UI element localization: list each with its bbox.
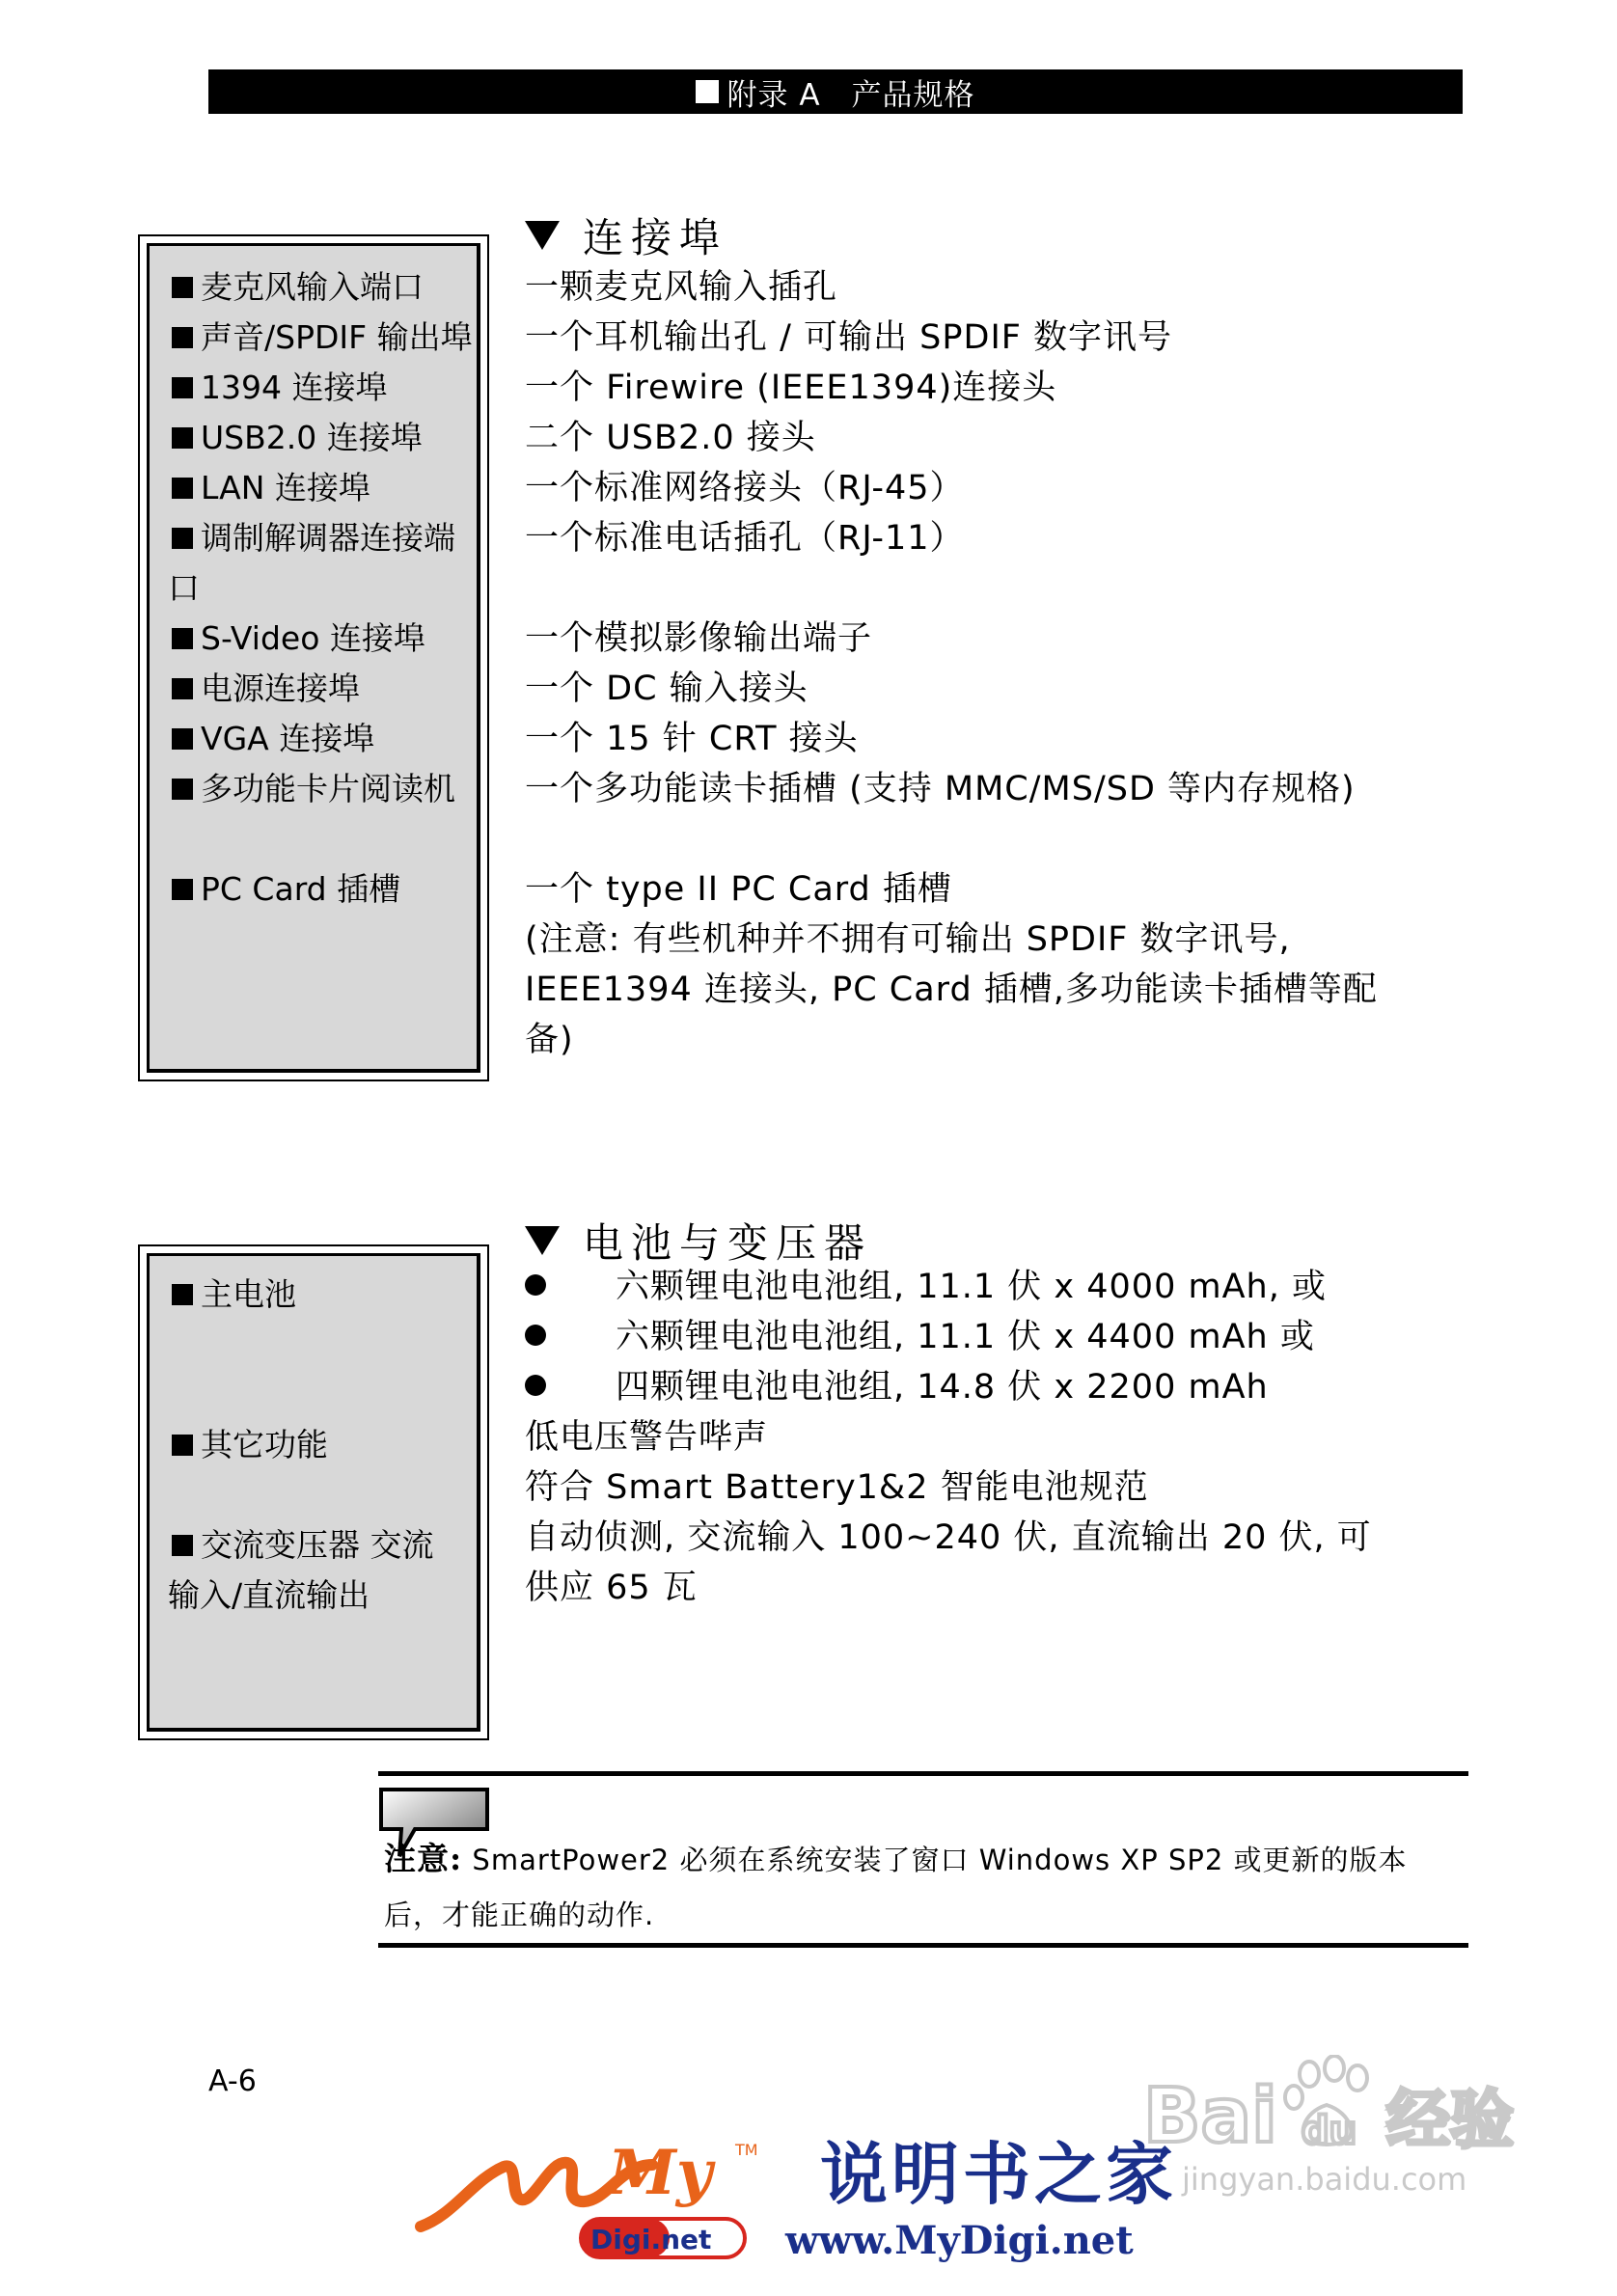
logo-url: www.MyDigi.net (785, 2218, 1134, 2263)
square-bullet-icon (172, 779, 193, 800)
port-spec-line: 一个 15 针 CRT 接头 (525, 720, 859, 758)
port-spec-line: 一个多功能读卡插槽 (支持 MMC/MS/SD 等内存规格) (525, 770, 1356, 808)
square-bullet-icon (172, 879, 193, 900)
port-spec-line: 一颗麦克风输入插孔 (525, 268, 838, 307)
square-bullet-icon (172, 1284, 193, 1305)
port-label: LAN 连接埠 (172, 463, 461, 513)
port-label: 电源连接埠 (172, 664, 461, 714)
header-square-icon (696, 80, 719, 103)
square-bullet-icon (172, 1435, 193, 1456)
port-note-line: IEEE1394 连接头, PC Card 插槽,多功能读卡插槽等配 (525, 970, 1378, 1009)
port-spec-line: 一个模拟影像输出端子 (525, 619, 873, 658)
header-bar (208, 69, 1463, 114)
watermark-url: jingyan.baidu.com (1182, 2161, 1467, 2198)
logo-tm: TM (735, 2141, 758, 2159)
port-spec-line: 二个 USB2.0 接头 (525, 419, 816, 457)
square-bullet-icon (172, 427, 193, 449)
square-bullet-icon (172, 1535, 193, 1556)
logo-brand-script: My (608, 2137, 713, 2209)
square-bullet-icon (172, 377, 193, 398)
note-bottom-rule (378, 1943, 1468, 1948)
battery-bullet-line: 六颗锂电池电池组, 11.1 伏 x 4000 mAh, 或 (525, 1262, 1327, 1312)
mydigi-logo (415, 2122, 1216, 2267)
logo-badge-text: Digi.net (590, 2224, 712, 2255)
port-label: 1394 连接埠 (172, 363, 461, 413)
battery-label: 主电池 (172, 1270, 461, 1320)
watermark-cn: 经验 (1386, 2083, 1514, 2157)
triangle-bullet-icon (525, 221, 560, 250)
watermark-du: du (1302, 2109, 1357, 2153)
header-title: 附录 A 产品规格 (726, 77, 975, 113)
port-note-line: (注意: 有些机种并不拥有可输出 SPDIF 数字讯号, (525, 920, 1291, 959)
ports-section-title: 连接埠 (525, 206, 727, 264)
baidu-watermark (1143, 2055, 1548, 2200)
port-spec-line: 一个标准网络接头（RJ-45） (525, 469, 965, 507)
port-label: 麦克风输入端口 (172, 262, 461, 313)
square-bullet-icon (172, 628, 193, 649)
note-line: 注意: SmartPower2 必须在系统安装了窗口 Windows XP SP2 或更新的版本 (384, 1840, 1408, 1877)
port-spec-line: 一个 type II PC Card 插槽 (525, 870, 952, 909)
battery-bullet-line: 六颗锂电池电池组, 11.1 伏 x 4400 mAh 或 (525, 1312, 1315, 1362)
dot-bullet-icon (525, 1325, 546, 1346)
battery-section-title: 电池与变压器 (525, 1212, 872, 1270)
port-label: 调制解调器连接端口 (168, 519, 455, 607)
battery-label: 交流变压器 交流输入/直流输出 (168, 1526, 434, 1614)
battery-bullet-line: 四颗锂电池电池组, 14.8 伏 x 2200 mAh (525, 1362, 1269, 1412)
battery-spec-line: 低电压警告哔声 (525, 1418, 769, 1457)
port-spec-line: 一个 DC 输入接头 (525, 670, 808, 708)
square-bullet-icon (172, 678, 193, 699)
square-bullet-icon (172, 478, 193, 499)
battery-spec-line: 供应 65 瓦 (525, 1569, 698, 1607)
note-line: 后，才能正确的动作. (384, 1899, 655, 1931)
battery-spec-line: 自动侦测, 交流输入 100~240 伏, 直流输出 20 伏, 可 (525, 1518, 1372, 1557)
square-bullet-icon (172, 277, 193, 298)
page-number: A-6 (208, 2064, 257, 2098)
triangle-bullet-icon (525, 1226, 560, 1255)
dot-bullet-icon (525, 1274, 546, 1296)
port-label: 多功能卡片阅读机 (168, 764, 457, 814)
port-note-line: 备) (525, 1021, 574, 1059)
battery-label-box-inner (147, 1253, 480, 1732)
note-top-rule (378, 1771, 1468, 1776)
port-label: 声音/SPDIF 输出埠 (172, 313, 461, 363)
battery-label: 其它功能 (172, 1420, 461, 1470)
battery-spec-line: 符合 Smart Battery1&2 智能电池规范 (525, 1468, 1149, 1507)
port-spec-line: 一个标准电话插孔（RJ-11） (525, 519, 965, 558)
port-label: S-Video 连接埠 (172, 614, 461, 664)
port-spec-line: 一个 Firewire (IEEE1394)连接头 (525, 369, 1057, 407)
port-label: USB2.0 连接埠 (172, 413, 461, 463)
watermark-bai: Bai (1143, 2073, 1277, 2160)
square-bullet-icon (172, 528, 193, 549)
logo-title-cn: 说明书之家 (820, 2135, 1177, 2214)
square-bullet-icon (172, 728, 193, 750)
dot-bullet-icon (525, 1375, 546, 1396)
port-label: VGA 连接埠 (172, 714, 461, 764)
port-spec-line: 一个耳机输出孔 / 可输出 SPDIF 数字讯号 (525, 318, 1173, 357)
port-label: PC Card 插槽 (172, 864, 461, 915)
note-label: 注意: (384, 1840, 463, 1877)
square-bullet-icon (172, 327, 193, 348)
